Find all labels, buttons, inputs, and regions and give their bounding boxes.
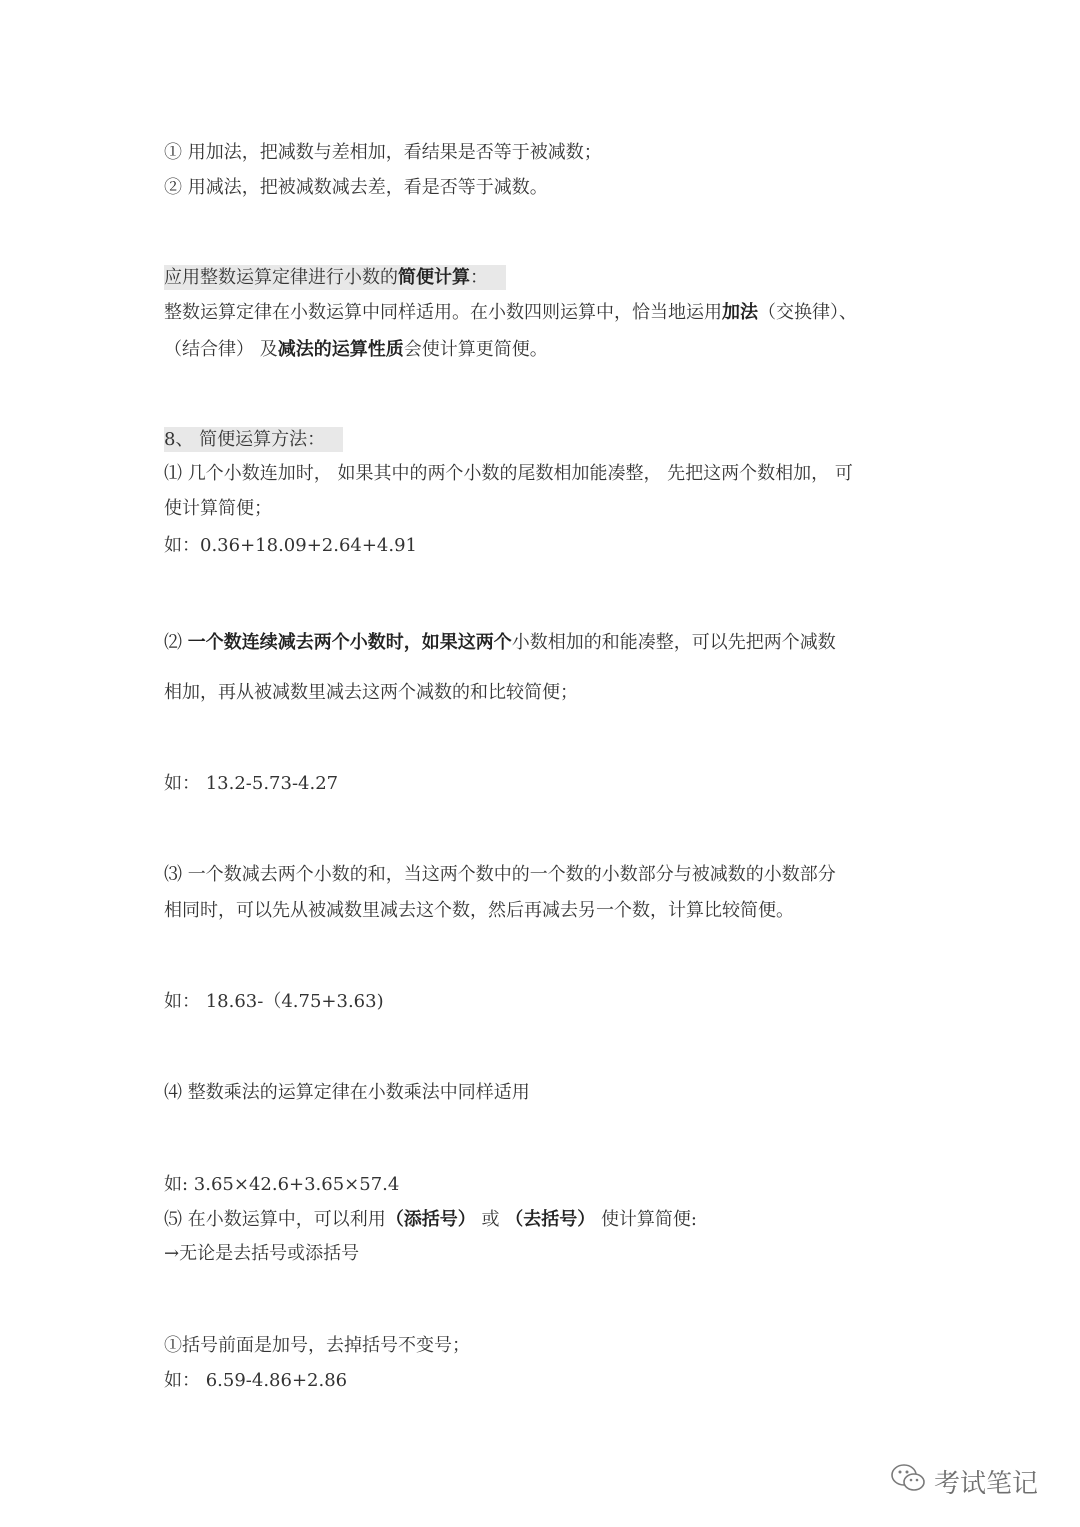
method-1-line-1: ⑴ 几个小数连加时， 如果其中的两个小数的尾数相加能凑整， 先把这两个数相加， 可 (164, 463, 853, 484)
rule-1: ①括号前面是加号，去掉括号不变号； (164, 1335, 470, 1356)
example-5: 如： 6.59-4.86+2.86 (164, 1370, 348, 1391)
example-1: 如：0.36+18.09+2.64+4.91 (164, 535, 418, 556)
method-2-line-1: ⑵ 一个数连续减去两个小数时，如果这两个小数相加的和能凑整，可以先把两个减数 (164, 632, 836, 653)
method-2-line-2: 相加，再从被减数里减去这两个减数的和比较简便； (164, 682, 578, 703)
method-3-line-2: 相同时，可以先从被减数里减去这个数，然后再减去另一个数，计算比较简便。 (164, 900, 794, 921)
check-line-1: ① 用加法，把减数与差相加，看结果是否等于被减数； (164, 142, 602, 163)
paragraph-line: （结合律） 及减法的运算性质会使计算更简便。 (164, 339, 548, 360)
check-line-2: ② 用减法，把被减数减去差，看是否等于减数。 (164, 177, 548, 198)
example-4: 如: 3.65×42.6+3.65×57.4 (164, 1174, 400, 1195)
example-3: 如： 18.63-（4.75+3.63) (164, 991, 384, 1012)
method-5-note: →无论是去括号或添括号 (164, 1243, 360, 1264)
example-2: 如： 13.2-5.73-4.27 (164, 773, 339, 794)
paragraph-line: 整数运算定律在小数运算中同样适用。在小数四则运算中，恰当地运用加法（交换律）、 (164, 302, 857, 323)
section-heading-decimal-laws: 应用整数运算定律进行小数的简便计算： (164, 266, 506, 290)
wechat-icon (890, 1462, 928, 1501)
method-1-line-2: 使计算简便； (164, 498, 272, 519)
watermark (890, 1462, 1038, 1501)
method-3-line-1: ⑶ 一个数减去两个小数的和，当这两个数中的一个数的小数部分与被减数的小数部分 (164, 864, 836, 885)
method-4: ⑷ 整数乘法的运算定律在小数乘法中同样适用 (164, 1082, 530, 1103)
watermark-text: 考试笔记 (934, 1469, 1039, 1499)
section-heading-method: 8、 简便运算方法： (164, 428, 343, 452)
method-5: ⑸ 在小数运算中，可以利用（添括号） 或 （去括号） 使计算简便: (164, 1209, 698, 1230)
